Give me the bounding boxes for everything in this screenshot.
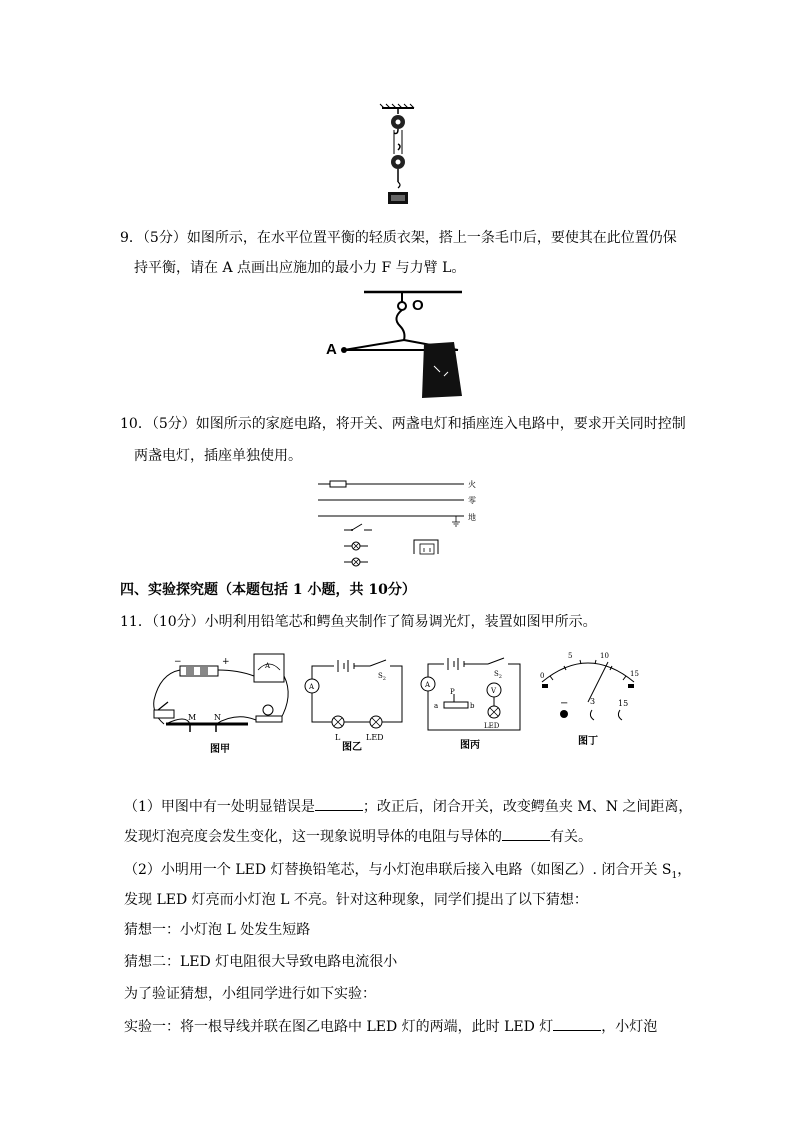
q11-p1-a: （1）甲图中有一处明显错误是	[124, 799, 315, 815]
svg-text:+: +	[222, 657, 230, 667]
q11-p1-b: ；改正后，闭合开关，改变鳄鱼夹 M、N 之间距离，	[362, 799, 693, 815]
ding-scale-10: 10	[600, 652, 609, 660]
q11-p1-c: 发现灯泡亮度会发生变化，这一现象说明导体的电阻与导体的	[124, 829, 502, 845]
q11-exp1-b: ，小灯泡	[601, 1019, 658, 1035]
wire-label-fire: 火	[468, 480, 476, 489]
household-circuit-figure	[316, 474, 516, 574]
q11-p2-sub: 1	[671, 870, 678, 881]
wire-label-neutral: 零	[468, 496, 476, 505]
figure-yi-caption: 图乙	[342, 742, 362, 753]
q11-guess2: 猜想二：LED 灯电阻很大导致电路电流很小	[124, 954, 398, 970]
hanger-label-a: A	[326, 341, 337, 358]
q11-verify: 为了验证猜想，小组同学进行如下实验：	[124, 986, 376, 1002]
svg-text:−: −	[174, 657, 182, 667]
section4-heading: 四、实验探究题（本题包括 1 小题，共 10分）	[120, 582, 416, 598]
figure-jia	[146, 648, 296, 758]
q11-exp1-line	[124, 1016, 657, 1037]
jia-label-n: N	[214, 713, 221, 722]
q9-text-line1: 9．（5分）如图所示，在水平位置平衡的轻质衣架，搭上一条毛巾后，要使其在此位置仍保	[120, 230, 677, 246]
yi-label-led: LED	[366, 733, 384, 742]
ding-scale-0: 0	[540, 672, 545, 680]
q9-text-line2: 持平衡，请在 A 点画出应施加的最小力 F 与力臂 L。	[134, 260, 466, 276]
ding-terminal-15: 15	[618, 699, 629, 708]
jia-ammeter-label: A	[265, 662, 271, 670]
answer-blank-1[interactable]	[315, 796, 363, 811]
q11-text-line1: 11．（10分）小明利用铅笔芯和鳄鱼夹制作了简易调光灯，装置如图甲所示。	[120, 614, 597, 630]
bing-label-a: a	[434, 702, 439, 710]
ding-scale-5: 5	[568, 652, 573, 660]
figure-ding-caption: 图丁	[578, 736, 598, 747]
figure-bing-caption: 图丙	[460, 740, 480, 751]
answer-blank-2[interactable]	[502, 826, 550, 841]
ding-scale-15: 15	[630, 670, 639, 678]
q10-text-line2: 两盏电灯，插座单独使用。	[134, 448, 302, 464]
bing-voltmeter-label: V	[491, 687, 497, 695]
q11-p1-line2	[124, 826, 592, 847]
q11-guess1: 猜想一：小灯泡 L 处发生短路	[124, 922, 311, 938]
hanger-figure	[322, 286, 482, 406]
q11-p2-b: ，	[677, 862, 692, 878]
ding-terminal-minus: −	[560, 698, 569, 709]
q11-p1-line1	[124, 796, 692, 817]
figure-ding	[534, 648, 644, 748]
bing-ammeter-label: A	[425, 681, 431, 689]
pulley-figure	[378, 102, 418, 212]
bing-label-led: LED	[484, 722, 500, 730]
wire-label-ground: 地	[468, 513, 476, 522]
bing-label-p: P	[450, 688, 455, 696]
q10-text-line1: 10．（5分）如图所示的家庭电路，将开关、两盏电灯和插座连入电路中，要求开关同时控制	[120, 416, 686, 432]
q11-p1-d: 有关。	[550, 829, 592, 845]
figure-bing	[418, 652, 528, 752]
q11-exp1-a: 实验一：将一根导线并联在图乙电路中 LED 灯的两端，此时 LED 灯	[124, 1019, 554, 1035]
figure-jia-caption: 图甲	[210, 744, 230, 755]
ding-terminal-3: 3	[590, 697, 596, 706]
figure-yi	[300, 654, 410, 754]
yi-label-l: L	[335, 733, 341, 742]
answer-blank-3[interactable]	[553, 1016, 601, 1031]
yi-ammeter-label: A	[309, 683, 315, 691]
bing-label-b: b	[470, 702, 475, 710]
q11-p2-a: （2）小明用一个 LED 灯替换铅笔芯，与小灯泡串联后接入电路（如图乙）. 闭合开关 S	[124, 862, 672, 878]
q11-p2-line1	[124, 860, 691, 886]
yi-label-s2: $S_2$	[378, 672, 386, 682]
q11-p2-line2: 发现 LED 灯亮而小灯泡 L 不亮。针对这种现象，同学们提出了以下猜想：	[124, 892, 588, 908]
jia-label-m: M	[188, 713, 197, 722]
bing-label-s2: $S_2$	[494, 670, 502, 680]
hanger-label-o: O	[412, 297, 424, 314]
